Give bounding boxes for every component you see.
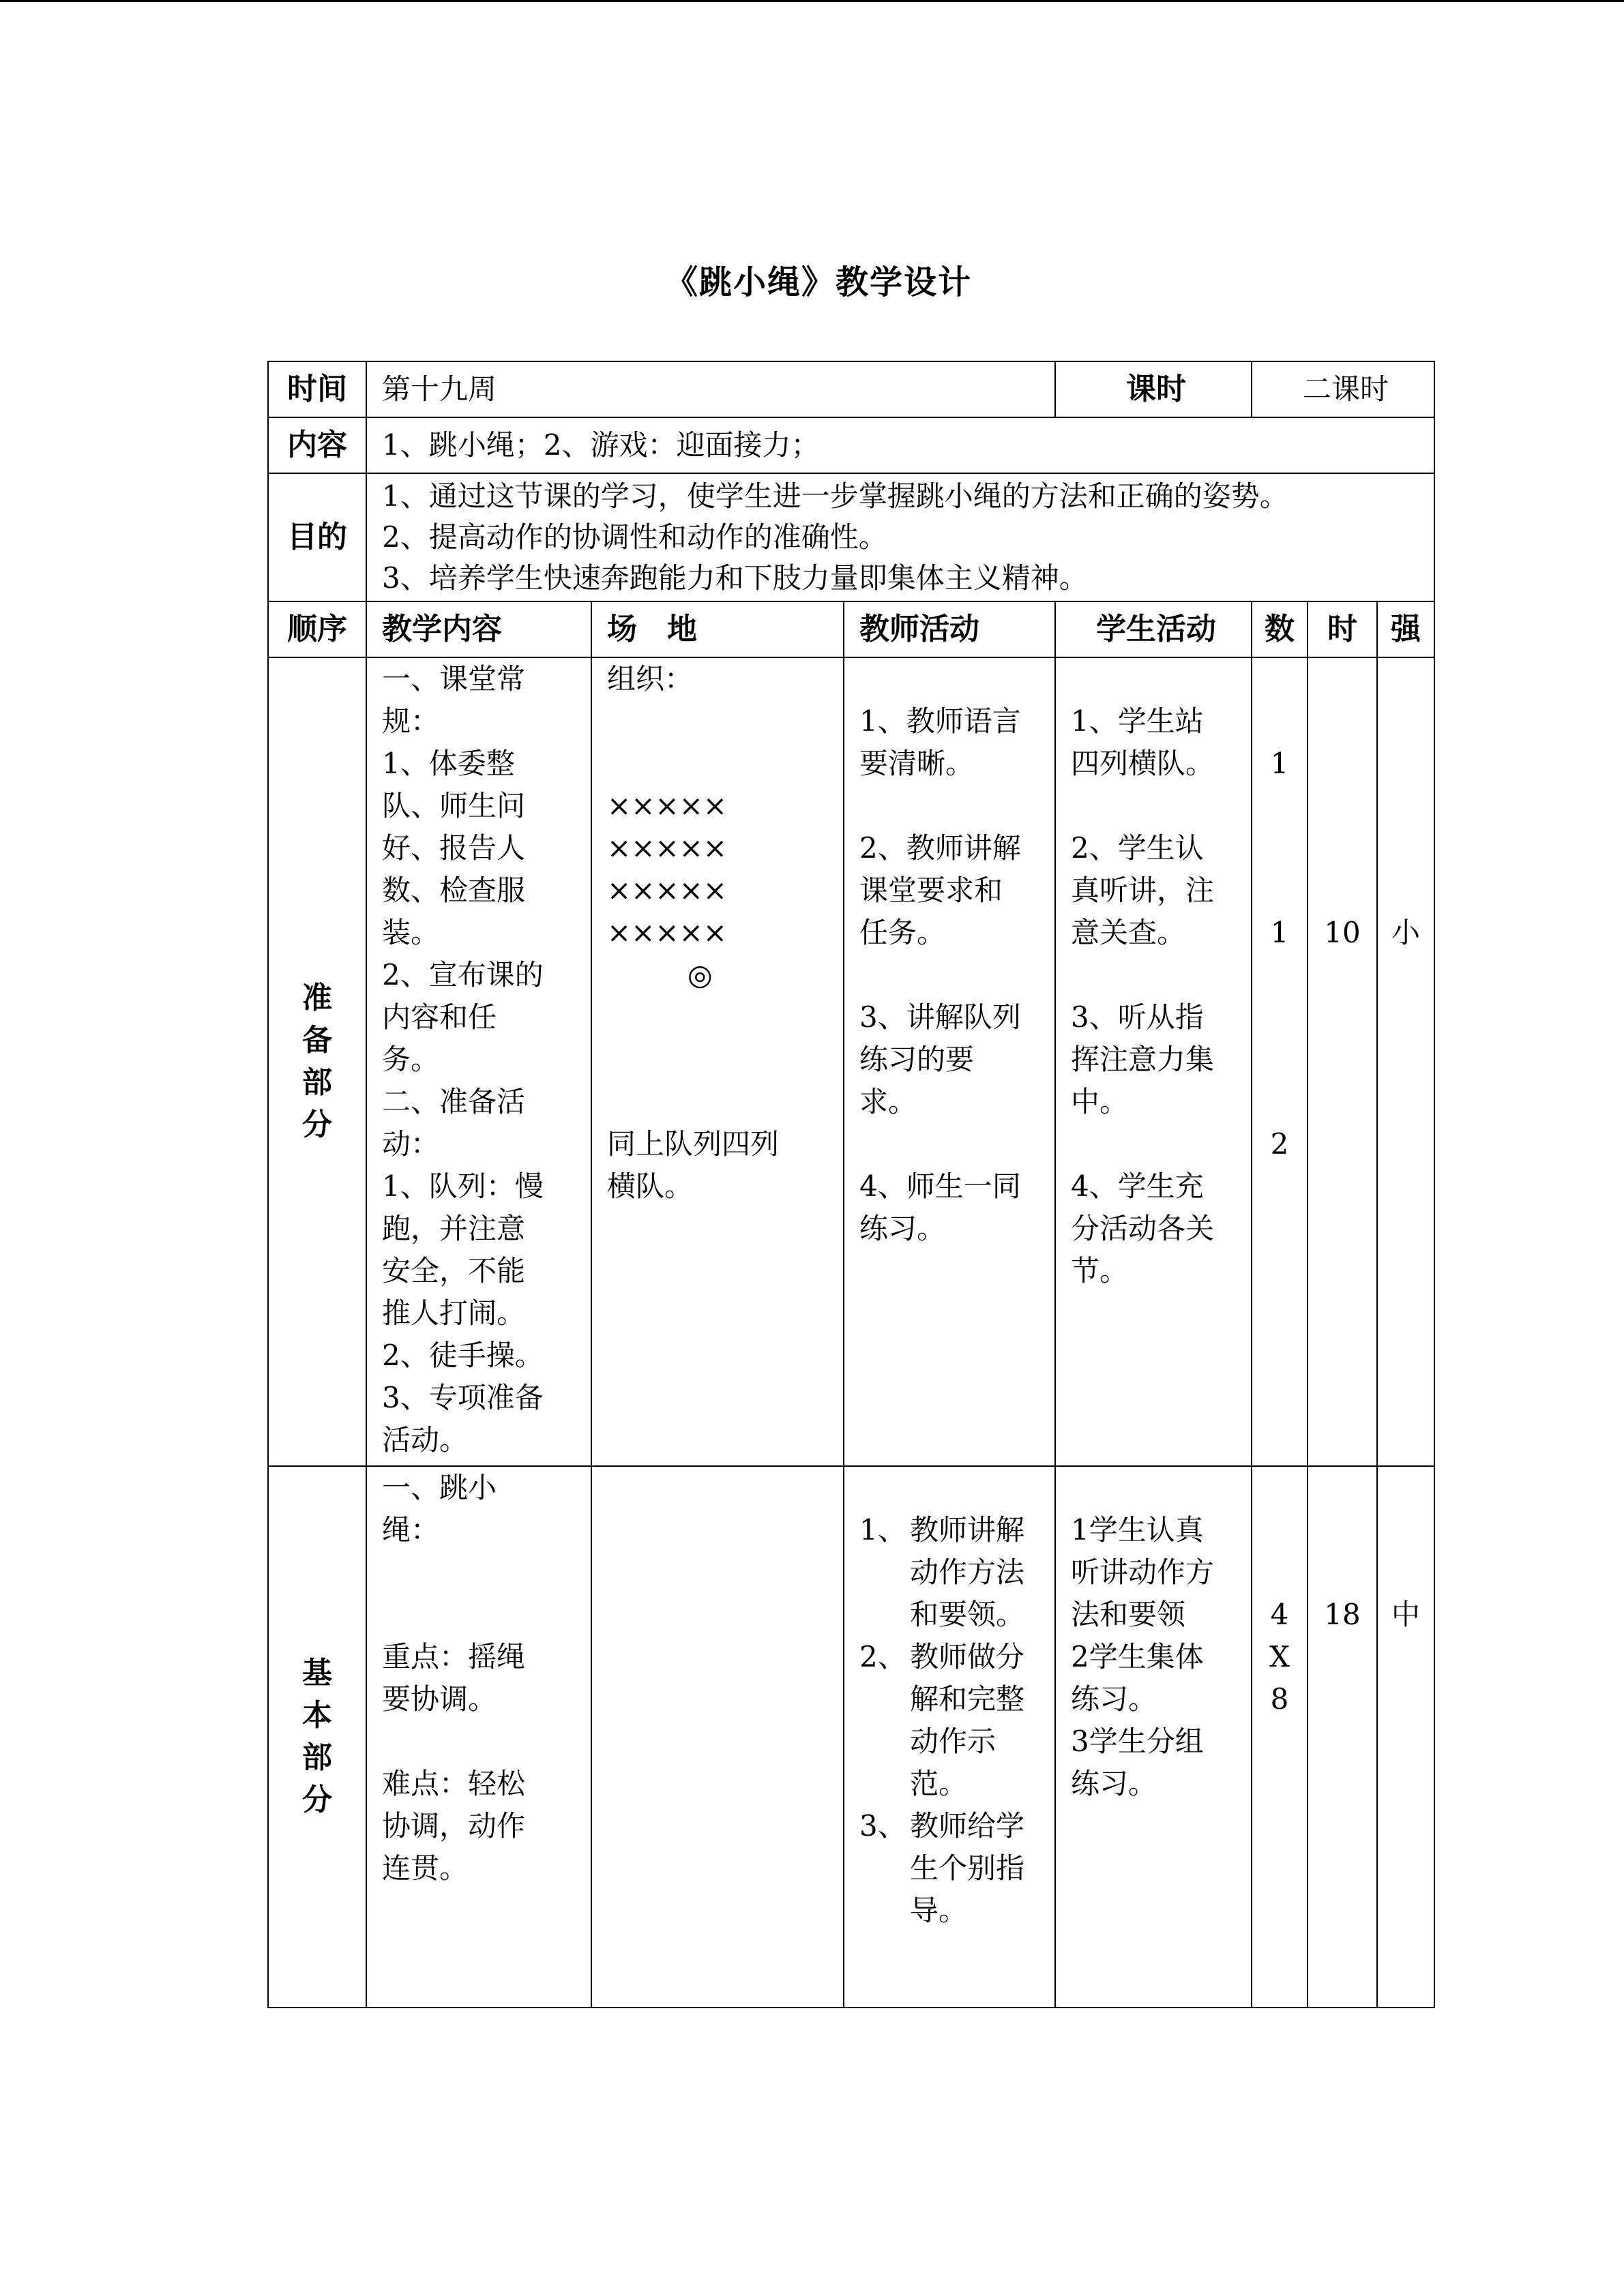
prep-count-value: 1: [1270, 747, 1289, 780]
row-content: [268, 417, 1434, 473]
col-header-count: 数: [1252, 601, 1308, 657]
basic-content-line: 协调，动作: [382, 1809, 526, 1843]
basic-content-line: 一、跳小: [382, 1471, 497, 1504]
formation-row: ×××××: [607, 916, 727, 949]
prep-content-line: 内容和任: [382, 1000, 497, 1034]
prep-student-line: 四列横队。: [1071, 747, 1215, 780]
basic-teacher-item: 3、 教师给学 生个别指 导。: [859, 1805, 1045, 1932]
prep-intensity-cell: [1377, 657, 1434, 1466]
col-header-intensity: 强: [1377, 601, 1434, 657]
section-basic-row: [268, 1466, 1434, 2008]
col-header-teacher: 教师活动: [844, 601, 1055, 657]
basic-content-line: 绳：: [382, 1513, 440, 1547]
prep-content-line: 3、专项准备: [382, 1381, 544, 1414]
prep-teacher-line: 要清晰。: [859, 747, 975, 780]
prep-student-line: 挥注意力集: [1071, 1043, 1215, 1076]
section-prep-row: [268, 657, 1434, 1466]
row-time: [268, 361, 1434, 417]
basic-venue-cell: [591, 1466, 844, 2008]
prep-teacher-line: 4、师生一同: [859, 1169, 1021, 1203]
prep-student-line: 4、学生充: [1071, 1169, 1204, 1203]
basic-content-line: [382, 1594, 581, 1636]
prep-student-line: 2、学生认: [1071, 831, 1204, 865]
col-header-content: 教学内容: [366, 601, 591, 657]
content-value: 1、跳小绳；2、游戏：迎面接力；: [366, 417, 1434, 473]
basic-teacher-item-num: 2、: [859, 1640, 906, 1673]
basic-student-cell: [1055, 1466, 1252, 2008]
basic-content-line: 连贯。: [382, 1851, 469, 1885]
prep-content-line: 2、徒手操。: [382, 1339, 544, 1372]
basic-teacher-item: 1、 教师讲解 动作方法 和要领。: [859, 1509, 1045, 1636]
prep-teacher-line: 2、教师讲解: [859, 831, 1021, 865]
prep-student-cell: [1055, 657, 1252, 1466]
venue-note-line: 横队。: [607, 1169, 694, 1203]
goals-cell: [366, 473, 1434, 601]
prep-student-line: 3、听从指: [1071, 1000, 1204, 1034]
prep-student-line: 中。: [1071, 1085, 1129, 1118]
prep-content-line: 一、课堂常: [382, 662, 526, 696]
prep-intensity-value: 小: [1391, 916, 1420, 949]
column-header-row: [268, 601, 1434, 657]
prep-content-line: 规：: [382, 704, 440, 738]
prep-content-line: 1、队列：慢: [382, 1169, 544, 1203]
prep-content-line: 活动。: [382, 1423, 469, 1457]
time-label: 时间: [268, 361, 366, 417]
basic-intensity-cell: [1377, 1466, 1434, 2008]
prep-content-line: 动：: [382, 1127, 440, 1161]
prep-student-line: 1、学生站: [1071, 704, 1204, 738]
prep-content-line: 队、师生问: [382, 789, 526, 822]
basic-student-line: 听讲动作方: [1071, 1555, 1215, 1589]
document-title: 《跳小绳》教学设计: [664, 263, 972, 301]
page-top-border: [0, 0, 1624, 2]
prep-content-line: 1、体委整: [382, 747, 515, 780]
row-goals: [268, 473, 1434, 601]
basic-content-line: 难点：轻松: [382, 1767, 526, 1800]
period-label: 课时: [1055, 361, 1252, 417]
prep-content-line: 好、报告人: [382, 831, 526, 865]
prep-student-line: 真听讲，注: [1071, 874, 1215, 907]
basic-student-line: 法和要领: [1071, 1598, 1186, 1631]
basic-teacher-cell: [844, 1466, 1055, 2008]
basic-time-value: 18: [1324, 1598, 1361, 1631]
prep-teacher-line: 1、教师语言: [859, 704, 1021, 738]
basic-count-cell: [1252, 1466, 1308, 2008]
prep-content-line: 跑，并注意: [382, 1212, 526, 1245]
basic-content-line: [382, 1720, 581, 1763]
prep-student-line: 分活动各关: [1071, 1212, 1215, 1245]
prep-teacher-line: 课堂要求和: [859, 874, 1003, 907]
prep-content-line: 务。: [382, 1043, 440, 1076]
prep-teacher-line: 练习。: [859, 1212, 946, 1245]
basic-student-line: 练习。: [1071, 1767, 1157, 1800]
basic-student-line: 练习。: [1071, 1682, 1157, 1716]
time-value: 第十九周: [366, 361, 1055, 417]
basic-student-line: 3学生分组: [1071, 1725, 1204, 1758]
prep-teacher-line: 任务。: [859, 916, 946, 949]
prep-teacher-line: [859, 1123, 1045, 1165]
col-header-venue: 场 地: [591, 601, 844, 657]
basic-content-line: [382, 1551, 581, 1594]
prep-content-line: 2、宣布课的: [382, 958, 544, 992]
basic-count-line: 8: [1270, 1682, 1289, 1716]
prep-teacher-line: [859, 954, 1045, 996]
prep-student-line: [1071, 954, 1241, 996]
prep-student-line: [1071, 1123, 1241, 1165]
col-header-student: 学生活动: [1055, 601, 1252, 657]
prep-content-line: 二、准备活: [382, 1085, 526, 1118]
prep-teacher-line: 3、讲解队列: [859, 1000, 1021, 1034]
section-prep-name: 准备部分: [268, 657, 366, 1466]
period-value: 二课时: [1252, 361, 1434, 417]
col-header-order: 顺序: [268, 601, 366, 657]
prep-content-cell: [366, 657, 591, 1466]
prep-content-line: 安全，不能: [382, 1254, 526, 1287]
prep-count-value: 1: [1270, 916, 1289, 949]
teacher-position-icon: ◎: [688, 958, 713, 992]
basic-content-line: 重点：摇绳: [382, 1640, 526, 1673]
basic-count-line: X: [1269, 1640, 1290, 1673]
prep-student-line: [1071, 658, 1241, 700]
prep-content-line: 数、检查服: [382, 874, 526, 907]
venue-note-line: 同上队列四列: [607, 1127, 780, 1161]
prep-time-value: 10: [1324, 916, 1361, 949]
prep-student-line: [1071, 785, 1241, 827]
formation-row: ×××××: [607, 789, 727, 822]
basic-teacher-item: 2、 教师做分 解和完整 动作示 范。: [859, 1636, 1045, 1805]
basic-intensity-value: 中: [1391, 1598, 1420, 1631]
section-basic-name: 基本部分: [268, 1466, 366, 2008]
prep-venue-cell: [591, 657, 844, 1466]
prep-content-line: 装。: [382, 916, 440, 949]
goal-item: 3、培养学生快速奔跑能力和下肢力量即集体主义精神。: [382, 561, 1088, 595]
prep-count-cell: [1252, 657, 1308, 1466]
basic-teacher-item-num: 3、: [859, 1809, 906, 1843]
basic-student-line: 1学生认真: [1071, 1513, 1204, 1547]
basic-count-line: 4: [1270, 1598, 1289, 1631]
prep-count-value: 2: [1270, 1127, 1289, 1161]
formation-row: ×××××: [607, 831, 727, 865]
prep-student-line: 意关查。: [1071, 916, 1186, 949]
basic-student-line: 2学生集体: [1071, 1640, 1204, 1673]
basic-content-line: 要协调。: [382, 1682, 497, 1716]
goal-item: 1、通过这节课的学习，使学生进一步掌握跳小绳的方法和正确的姿势。: [382, 479, 1288, 513]
lesson-plan-table: [267, 361, 1435, 2008]
formation-row: ×××××: [607, 874, 727, 907]
goal-label: 目的: [268, 473, 366, 601]
basic-content-cell: [366, 1466, 591, 2008]
basic-teacher-item-num: 1、: [859, 1513, 906, 1547]
prep-teacher-line: [859, 658, 1045, 700]
prep-teacher-line: [859, 785, 1045, 827]
basic-time-cell: [1308, 1466, 1377, 2008]
goal-item: 2、提高动作的协调性和动作的准确性。: [382, 520, 887, 554]
venue-org-label: 组织：: [607, 662, 694, 696]
prep-student-line: 节。: [1071, 1254, 1129, 1287]
prep-teacher-line: 求。: [859, 1085, 917, 1118]
prep-teacher-line: 练习的要: [859, 1043, 975, 1076]
col-header-time: 时: [1308, 601, 1377, 657]
prep-content-line: 推人打闹。: [382, 1296, 526, 1330]
prep-teacher-cell: [844, 657, 1055, 1466]
prep-time-cell: [1308, 657, 1377, 1466]
content-label: 内容: [268, 417, 366, 473]
